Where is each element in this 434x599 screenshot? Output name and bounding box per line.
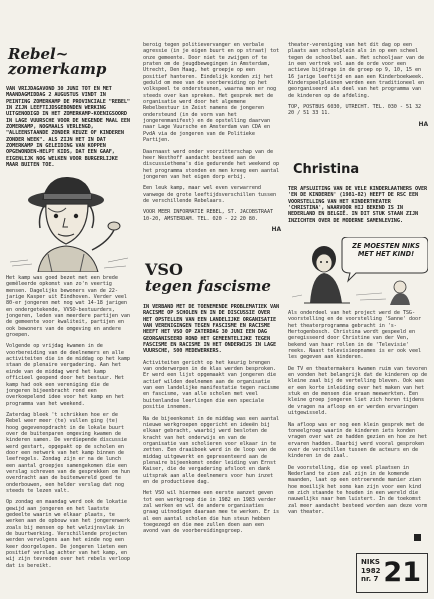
rebel-title-line1: Rebel~	[8, 45, 69, 63]
christina-para-4: De voorstelling, die op veel plaatsen in Nederland te zien zal zijn in de komende maanden, laat op een ontroerende manier zien hoe moeilijk het soms kan zijn voor een kind om zich staande te houden in een wereld die nauwelijks naar hem luistert. In de toekomst zal meer aandacht besteed worden aan deze vorm van theater.	[288, 464, 428, 515]
middle-top-body	[143, 42, 281, 238]
vso-body	[143, 304, 281, 540]
middle-para-2: Daarnaast werd onder voorzitterschap van de heer Westhoff aandacht besteed aan de discussiethema's die gedurende het weekend op het programma stonden en men kreeg een aantal jongeren van het eigen dorp erbij.	[143, 148, 280, 180]
rebel-para-2: Volgende op vrijdag kwamen in de voorbereiding van de deelnemers en alle activiteiten die in de middag op het kamp staan de plenaire vergadering. Aan het einde van de middag werd het kamp officieel geopend door het bestuur. Het kamp had ook een vereniging die de jongeren bijeenbracht rond een overkoepelend idee voor het kamp en het programma van het weekend.	[6, 343, 130, 407]
christina-para-3: Na afloop was er nog een klein gesprek met de toneelgroep waarin de kinderen iets konden vragen over wat ze hadden gezien en hoe ze het ervaren hadden. Daarbij werd vooral gesproken over de verschillen tussen de acteurs en de kinderen in de zaal.	[288, 421, 428, 460]
vso-title-line2: tegen fascisme	[145, 277, 271, 295]
christina-para-2: De TV en theatermakers kwamen ruim van tevoren en vonden het belangrijk dat de kinderen op de kleine zaal bij de vertelling bleven. Ook was er een korte inleiding over het maken van het stuk en de mensen die eraan meewerkten. Een kleine groep jongeren liet zich horen tijdens de vragen na afloop en er werden ervaringen uitgewisseld.	[288, 365, 428, 417]
footer-year: 1982	[361, 566, 381, 575]
christina-lead: TER AFSLUITING VAN DE VELE KINDERLAATNERS OVER 'EN DE KINDEREN' (1981-82) HEEFT DE RSC EEN VOORSTELLING VAN HET KINDERTHEATER 'CHRISTINA', WAARVOOR HIJ BEKEND IS IN NEDERLAND EN BELGIË. IN DIT STUK STAAN ZIJN INZICHTEN OVER DE MODERNE SAMENLEVING.	[288, 186, 428, 224]
middle-para-3: Een leuk kamp, maar wel even verwarrend vanwege de grote leeftijdsverschillen tussen de verschillende Rebelaars.	[143, 185, 277, 204]
rebel-title-line2: zomerkamp	[8, 60, 107, 78]
christina-top-signature: HA	[418, 120, 428, 128]
middle-para-1: beroig tegen politievervanger en verbale agressie (in je eigen buurt en op straat) tot onze gemeente. Door niet te zwijgen of te praten om de jeugdbewegingen in Amsterdam, Utrecht, Den Haag, het groepje op een positief hanteren. Eindelijk konden zij het geduld om mee van de voorbereiding op het volkspeel te ondersteunen, waarna men er nog steeds over kan spreken. Het gesprek met de organisatie werd door het algemene Rebelbestuur in Zeist namens de jongeren ondersteund (in de vorm van het jongerenmanifest) en de opstelling daarvan naar Lage Vuursche en Amsterdam van CDA en PvdA via de jongeren van de Politieke Partijen.	[143, 42, 280, 144]
rebel-lead-block	[6, 86, 132, 173]
vso-title-line1: VSO	[145, 260, 183, 279]
page-footer	[356, 553, 428, 593]
rebel-body	[6, 275, 132, 574]
page-number: 21	[383, 557, 421, 588]
christina-top-contact: TOP, POSTBUS 6030, UTRECHT. TEL. 030 - 51 32 20 / 51 33 11.	[288, 104, 422, 117]
christina-title: Christina	[293, 162, 360, 177]
rebel-lead: VAN VRIJDAGAVOND 30 JUNI TOT EN MET MAANDAGMIDDAG 2 AUGUSTUS VINDT IN PEINTING ZOMERKAMP DE PROVINCIALE "REBEL" IN ZIJN LEEFTIJDSGEBONDEN WERKING UITGENODIGD IN HET ZOMERKAMP-KOENIGSOORD IN LAGE VUURSCHE VOOR DE NEGENDE MAAL EEN ZOMERKAMP, NOGMAALS VERLENGD, "ALLEENSTAANDE ZONDER KEUZE OF KINDEREN ZONDER WEEK". ALS ZIJN HET IN DAT ZOMERKAMP IN GELEIDING VAN KOPPEN OPGEWONDEN-HELPT KIDS, DAT EEN GAAF, EIGENLIJK NOG WELKEN VOOR BURGERLIJKE MAAR BUITEN TOE.	[6, 86, 130, 169]
vso-para-2: Na de bijeenkomst in de middag was een aantal nieuwe werkgroepen opgericht en ideeën bij elkaar gebracht, waarbij werd besloten de kracht van het onderwijs en van de organisatie van scholieren voor elkaar in te zetten. Een draaiboek werd in de loop van de middag uitgewerkt en gepresenteerd aan de plenaire bijeenkomst onder leiding van Ernst Kaiser, die de vergadering afsloot en dank uitsprak aan alle deelnemers voor hun inzet en de productieve dag.	[143, 415, 280, 485]
middle-signature: HA	[271, 225, 281, 233]
rebel-para-1: Het kamp was goed bezet met een brede gemêleerde opkomst van zo'n veertig mensen. Dagelijks bewoners van de 22-jarige Kasper uit Eindhoven. Verder veel 80-er jongeren met nog wat 14-18 jarigen en ondergetekende, VVSO-bestuurders, jongeren, leden van meerdere partijen van de gemeente voor kwaliteit, partijen en ook bewoners van de omgeving en andere groepen.	[6, 275, 130, 339]
footer-issue-info	[361, 558, 380, 584]
footer-magazine: NIKS	[361, 558, 380, 566]
middle-contact: VOOR MEER INFORMATIE REBEL, ST. JACOBSTRAAT 10-20, AMSTERDAM. TEL. 020 - 22 20 80.	[143, 209, 273, 222]
vso-para-3: Het VSO wil hiermee een eerste aanzet geven tot een werkgroep die in 1982 en 1983 verder zal werken en wil de andere organisaties graag uitnodigen daaraan mee te werken. Er is al een aantal scholen die hun steun hebben toegezegd en die mee zullen doen aan een avond van de voorbereidingsgroep.	[143, 490, 280, 535]
rebel-boy-illustration	[8, 172, 130, 272]
christina-lead-block	[288, 186, 428, 229]
footer-issue: nr. 7	[361, 575, 379, 583]
christina-top-para: theater-vereniging van het dit dag op een plaats aan schoolplein als in op een scheel tegen de schoolbel aan. Het schooljaar van de in een vertrek vol aan de orde voor een actieve bijdrage in de groep op 9, 10, 15 en 16 jarige leeftijd en aan een Kinderboekweek. Kinderspeelpleinen werden een traditioneel en georganiseerd als deel van het programma van de kinderen op de afdeling.	[288, 42, 425, 99]
vso-lead: IN VERBAND MET DE TOENEMENDE PROBLEMATIEK VAN RACISME OP SCHOLEN EN IN DE DISCUSSIE OVER HET OPSTELLEN VAN EEN LANDELIJKE ORGANISATIE VAN VERENIGINGEN TEGEN FASCISME EN RACISME HEEFT HET VSO OP ZATERDAG 30 JUNI EEN DAG GEORGANISEERD ROND HET GEMEENTELIJKE TEGEN FASCISME EN RACISME IN HET ONDERWIJS IN LAGE VUURSCHE, 500 MEDEWERKERS.	[143, 304, 280, 355]
christina-top-body	[288, 42, 428, 133]
christina-body	[288, 310, 428, 520]
vso-para-1: Activiteiten gericht op het keurig brengen van onderwerpen in de klas werden besproken. Er werd een lijst opgemaakt van jongeren die actief wilden deelnemen aan de organisatie van een landelijke manifestatie tegen racisme en fascisme, van alle scholen met veel buitenlandse leerlingen die een speciale positie innemen.	[143, 359, 280, 411]
rebel-para-3: Zaterdag bleek 't schrikken hoe er de Rebel weer meer (te) vullen ging (te) hoog gegevenopdracht in de lokale buurt over de buitenparen omgeving kwamen de kinderen samen. De verdiepende discussie werd gestart, opgepakt op de scholen en door een netwerk van het kamp binnen de leefregels. Zondag zijn er na de lunch een aantal groepjes samengekomen die een verslag schreven van de gesprekken om hun overdracht aan de buitenwereld goed te onderbouwen, een helder verslag dat nog steeds te lezen valt.	[6, 411, 130, 494]
christina-banner-text: ZE MOESTEN NIKS MET HET KIND!	[352, 242, 420, 258]
christina-para-1: Als onderdeel van het project werd de TSG-voorstelling en de voorstelling 'Sanne' door het theaterprogramma gebracht in 's-Hertogenbosch. Christina wordt gespeeld en geregisseerd door Christine van der Ven, bekend van haar rollen in de 'Televisie' reeks. Naast televisieopnames is er ook veel les gegeven aan kinderen.	[288, 310, 422, 361]
article-end-marker	[414, 534, 421, 541]
rebel-para-4: Op zondag en maandag werd ook de lokatie gewijd aan jongeren en het laatste gedeelte waarin we elkaar plaats, te werken aan de opbouw van het jongerenwerk zoals bij mensen op het welzijnsvlak in de buurtwerking. Verschillende projecten werden vervolgens aan het einde nog een keer doorgelopen. De jongeren lieten een positief verslag achter van het kamp, en wij zijn tevreden over het rebels verloop dat is bereikt.	[6, 499, 130, 569]
